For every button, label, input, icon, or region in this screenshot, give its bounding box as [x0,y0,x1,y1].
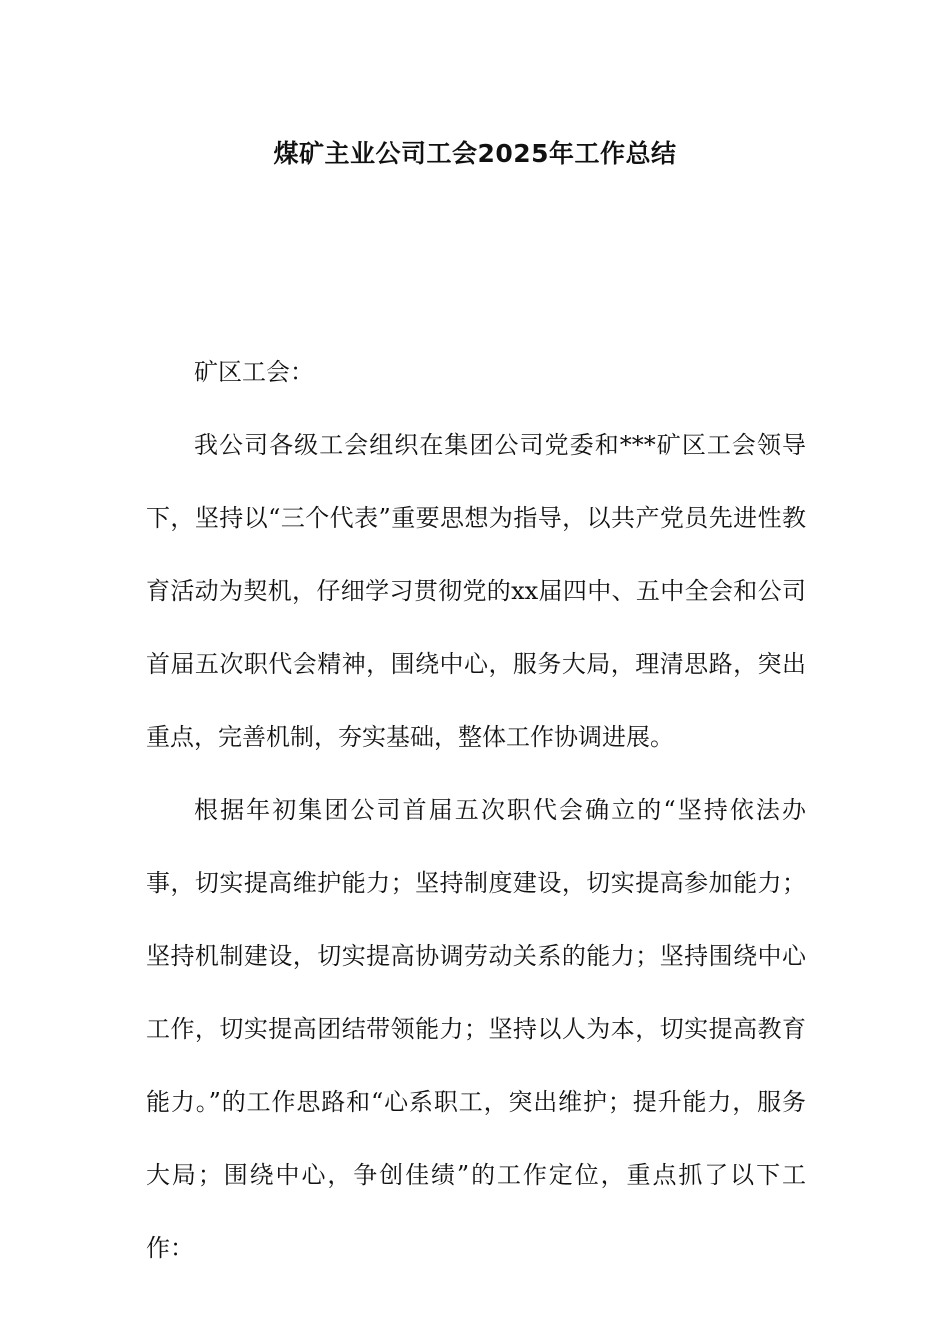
paragraph-2: 根据年初集团公司首届五次职代会确立的“坚持依法办事，切实提高维护能力；坚持制度建设，切实提高参加能力；坚持机制建设，切实提高协调劳动关系的能力；坚持围绕中心工作，切实提高团结带领能力；坚持以人为本，切实提高教育能力。”的工作思路和“心系职工，突出维护；提升能力，服务大局；围绕中心，争创佳绩”的工作定位，重点抓了以下工作： [146,796,806,1262]
document-body [146,336,806,1285]
paragraph-1: 我公司各级工会组织在集团公司党委和***矿区工会领导下，坚持以“三个代表”重要思想为指导，以共产党员先进性教育活动为契机，仔细学习贯彻党的xx届四中、五中全会和公司首届五次职代会精神，围绕中心，服务大局，理清思路，突出重点，完善机制，夯实基础，整体工作协调进展。 [146,431,806,751]
salutation: 矿区工会： [194,358,314,386]
document-title: 煤矿主业公司工会2025年工作总结 [273,139,677,168]
